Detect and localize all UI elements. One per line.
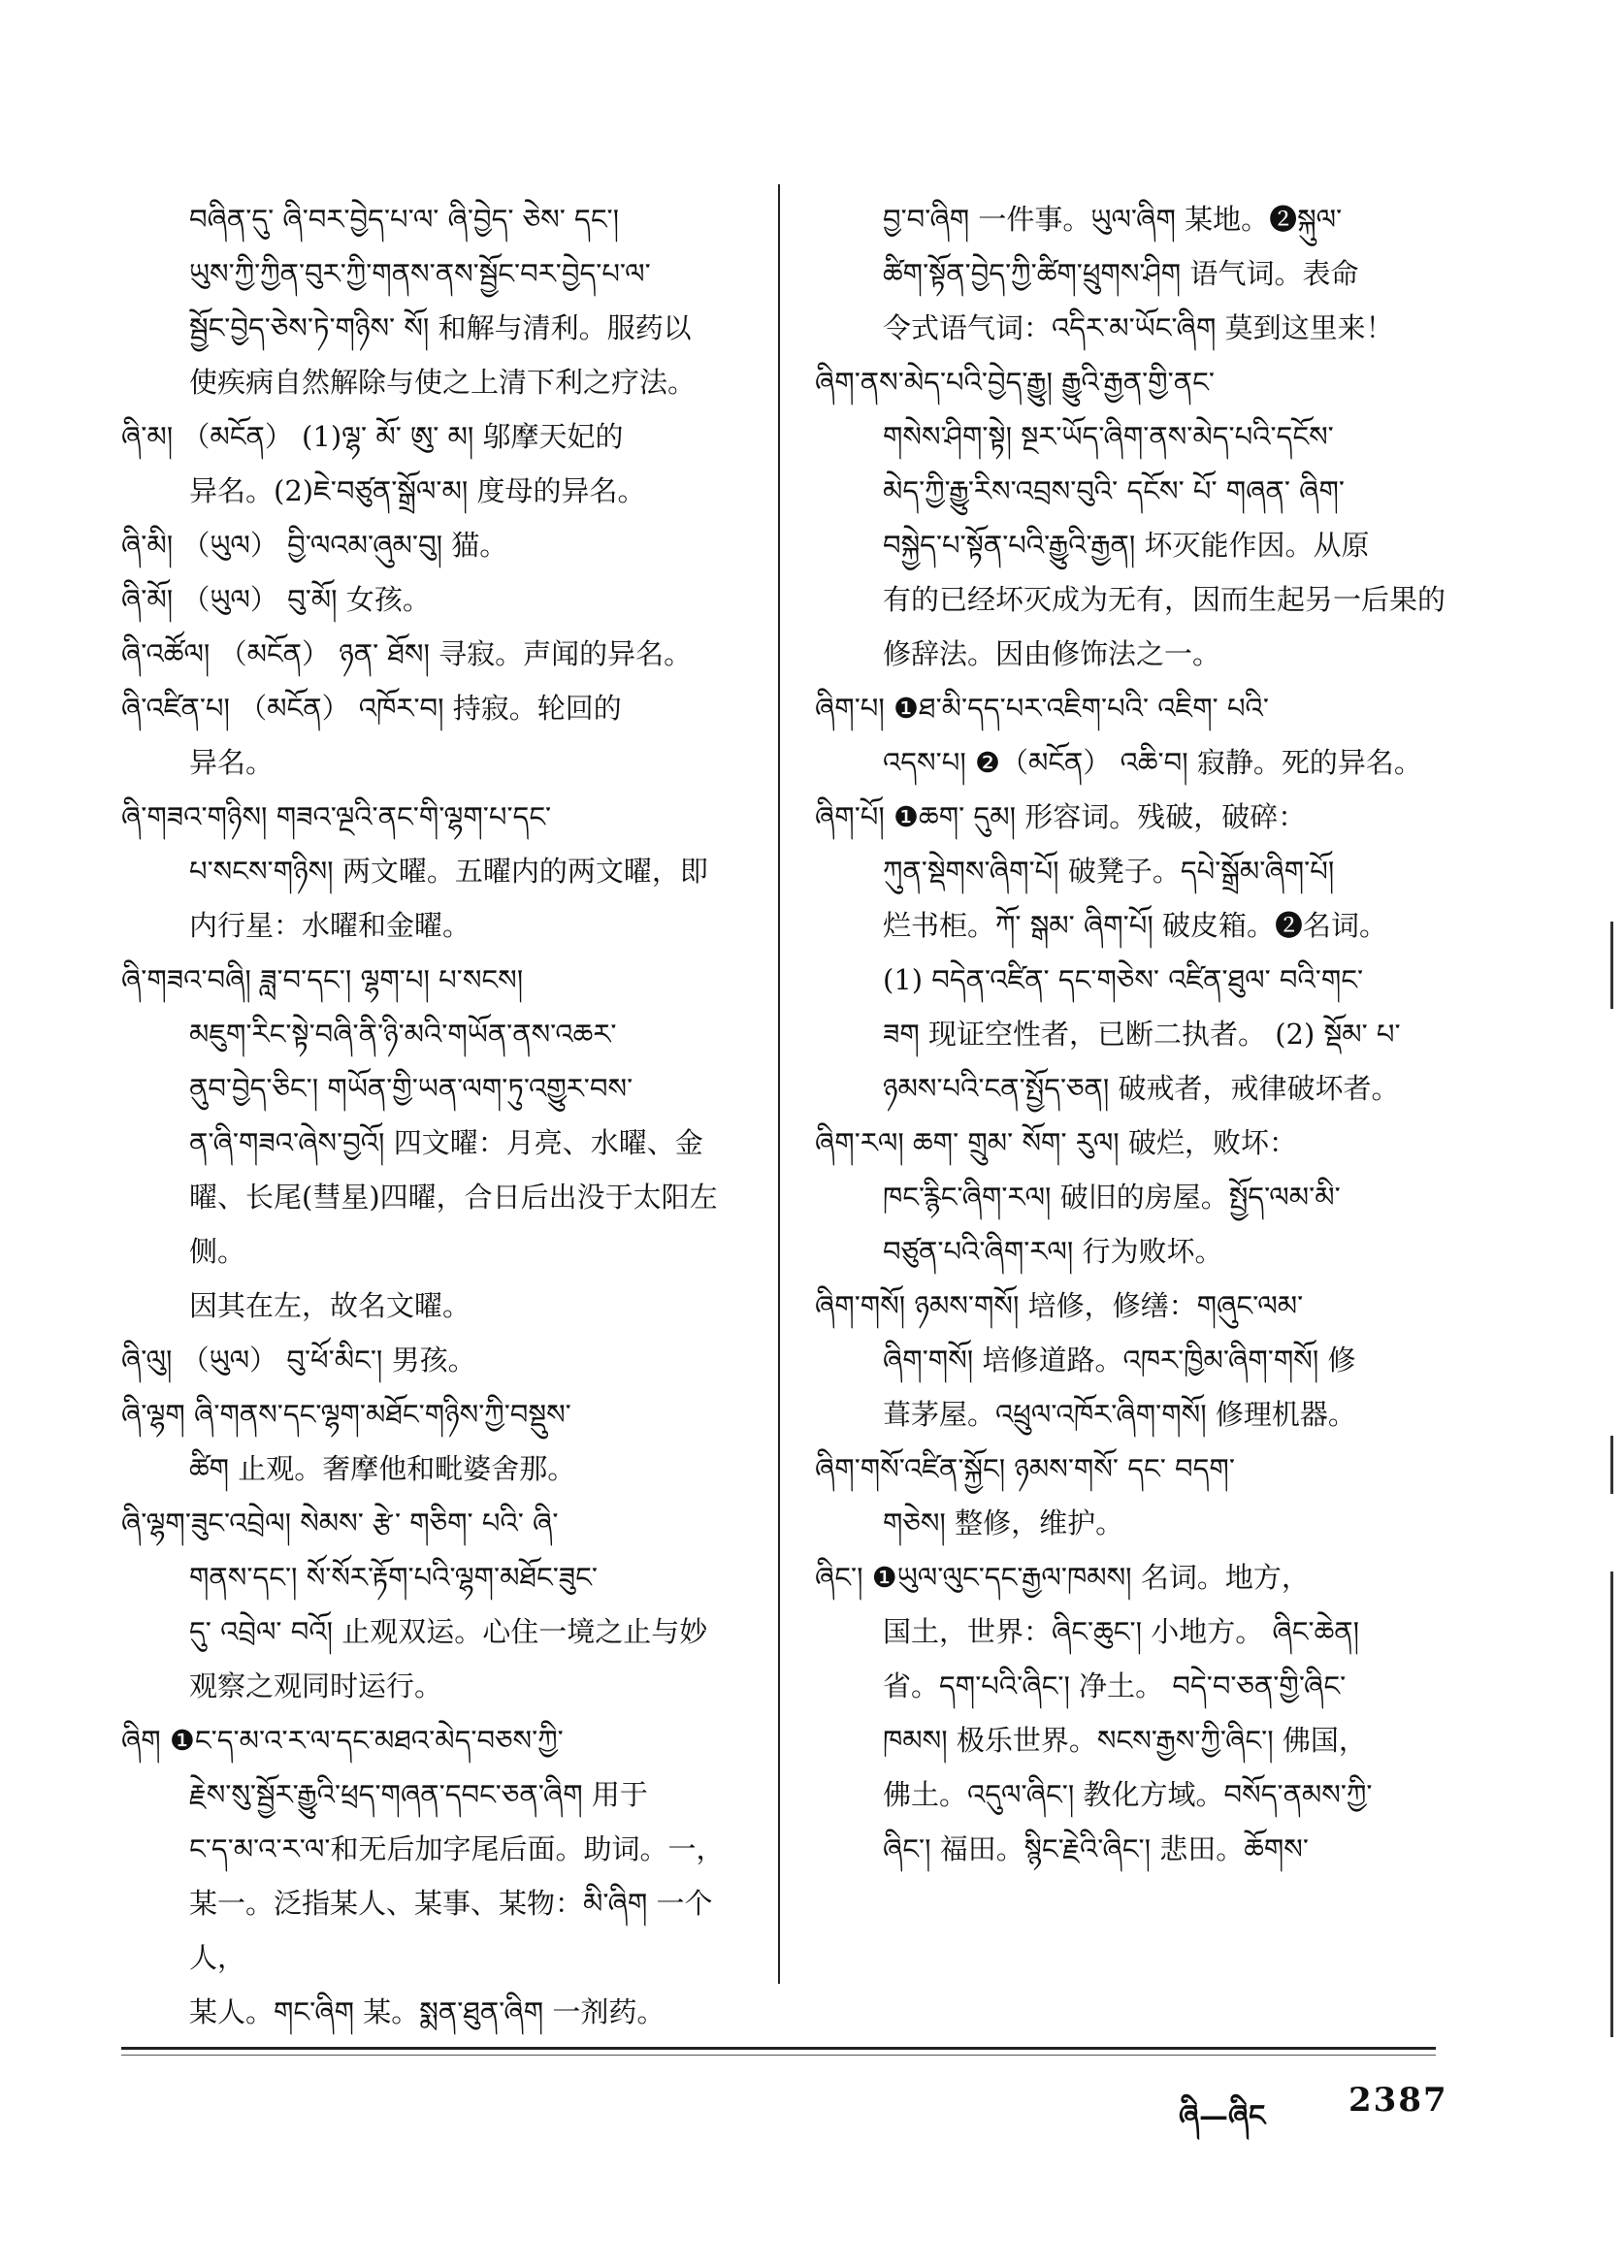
dictionary-entry <box>815 790 1455 1116</box>
dictionary-entry <box>121 1333 766 1387</box>
entry-line: 有的已经坏灭成为无有，因而生起另一后果的 <box>883 583 1446 616</box>
entry-line-first: བཞིན་དུ་ ཞི་བར་བྱེད་པ་ལ་ ཞི་བྱེད་ ཅེས་ དང་། <box>189 203 620 236</box>
dictionary-entry <box>121 518 766 572</box>
entry-line-first: ཞི་མ། （མངོན） (1)ལྷ་ མོ་ ཨུ་ མ། 邬摩天妃的 <box>121 420 624 453</box>
entry-line-first: ཞིག་པ། ❶ཐ་མི་དད་པར་འཇིག་པའི་ འཇིག་ པའི་ <box>815 692 1269 725</box>
dictionary-entry <box>121 409 766 518</box>
scan-edge-mark <box>1610 922 1613 1009</box>
entry-line: ཀུན་སྡེགས་ཞིག་པོ། 破凳子。དཔེ་སྒྲོམ་ཞིག་པོ། <box>883 855 1335 888</box>
entry-line: 修辞法。因由修饰法之一。 <box>883 637 1221 670</box>
entry-line-first: ཞི་མོ། （ཡུལ） བུ་མོ། 女孩。 <box>121 583 431 616</box>
entry-line-first: ཞི་གཟའ་བཞི། ཟླ་བ་དང་། ལྷག་པ། པ་སངས། <box>121 963 524 996</box>
entry-line: སྦྱོང་བྱེད་ཅེས་ཏེ་གཉིས་ སོ། 和解与清利。服药以 <box>189 311 692 344</box>
entry-line-first: ཞིང་། ❶ཡུལ་ལུང་དང་རྒྱལ་ཁམས། 名词。地方， <box>815 1561 1310 1594</box>
entry-line-first: ཞིག་གསོ། ཉམས་གསོ། 培修，修缮：གཞུང་ལམ་ <box>815 1289 1304 1322</box>
entry-line: ཚིག 止观。奢摩他和毗婆舍那。 <box>189 1452 576 1485</box>
entry-line: གནས་དང་། སོ་སོར་རྟོག་པའི་ལྷག་མཐོང་ཟུང་ <box>189 1561 598 1594</box>
entry-line: 某一。泛指某人、某事、某物：མི་ཞིག 一个人， <box>189 1887 713 1974</box>
entry-line: ཁམས། 极乐世界。སངས་རྒྱས་ཀྱི་ཞིང་། 佛国， <box>883 1724 1367 1757</box>
entry-line: 因其在左，故名文曜。 <box>189 1289 471 1322</box>
entry-line: མེད་ཀྱི་རྒྱུ་རིས་འབྲས་བུའི་ དངོས་ པོ་ གཞན་ ཞིག་ <box>883 474 1345 507</box>
dictionary-entry <box>121 627 766 681</box>
entry-line-first: ཞི་མི། （ཡུལ） བྱི་ལའམ་ཞུམ་བུ། 猫。 <box>121 529 508 562</box>
entry-line-first: ཞི་ལྷག་ཟུང་འབྲེལ། སེམས་ རྩེ་ གཅིག་ པའི་ ཞི་ <box>121 1507 559 1539</box>
entry-line: ཉམས་པའི་ངན་སྤྱོད་ཅན། 破戒者，戒律破坏者。 <box>883 1072 1400 1105</box>
dictionary-entry <box>121 953 766 1333</box>
entry-line: ང་ད་མ་འ་ར་ལ་和无后加字尾后面。助词。一， <box>189 1832 725 1865</box>
dictionary-entry <box>121 192 766 409</box>
entry-line: བཙུན་པའི་ཞིག་རལ། 行为败坏。 <box>883 1235 1223 1268</box>
entry-line: 国土，世界：ཞིང་ཆུང་། 小地方。 ཞིང་ཆེན། <box>883 1615 1360 1648</box>
entry-line: 烂书柜。ཀོ་ སྒམ་ ཞིག་པོ། 破皮箱。❷名词。 <box>883 909 1388 942</box>
entry-line: 异名。 <box>189 746 275 779</box>
dictionary-entry <box>121 681 766 790</box>
entry-line: 异名。(2)ཇེ་བཙུན་སྒྲོལ་མ། 度母的异名。 <box>189 474 646 507</box>
entry-line-first: ཞིག་རལ། ཆག་ གྲུམ་ སོག་ རུལ། 破烂，败坏： <box>815 1126 1297 1159</box>
entry-line: བསྐྱེད་པ་སྟོན་པའི་རྒྱུའི་རྒྱན། 坏灭能作因。从原 <box>883 529 1370 562</box>
right-column <box>815 192 1455 1876</box>
entry-line-first: ཞིག ❶ང་ད་མ་འ་ར་ལ་དང་མཐའ་མེད་བཅས་ཀྱི་ <box>121 1724 564 1757</box>
entry-line: པ་སངས་གཉིས། 两文曜。五曜内的两文曜，即 <box>189 855 708 888</box>
entry-line: ཡུས་ཀྱི་ཀྱིན་བུར་ཀྱི་གནས་ནས་སྦྱོང་བར་བྱེད་པ་ལ་ <box>189 257 651 290</box>
column-divider <box>778 184 780 1984</box>
entry-line: 葺茅屋。འཕྲུལ་འཁོར་ཞིག་གསོ། 修理机器。 <box>883 1398 1356 1431</box>
dictionary-entry <box>815 192 1455 355</box>
entry-line: ན་ཞི་གཟའ་ཞེས་བྱའོ། 四文曜：月亮、水曜、金 <box>189 1126 703 1159</box>
entry-line: ཚིག་སྟོན་བྱེད་ཀྱི་ཚིག་ཕྲུགས་ཤིག 语气词。表命 <box>883 257 1359 290</box>
entry-line: ཁང་རྙིང་ཞིག་རལ། 破旧的房屋。སྤྱོད་ལམ་མི་ <box>883 1181 1341 1214</box>
dictionary-entry <box>815 1550 1455 1876</box>
entry-line-first: ཞི་འཚོལ། （མངོན） ཉན་ ཐོས། 寻寂。声闻的异名。 <box>121 637 693 670</box>
entry-line: འདས་པ། ❷（མངོན） འཆི་བ། 寂静。死的异名。 <box>883 746 1422 779</box>
entry-line: ཞིག་གསོ། 培修道路。འཁར་ཁྱིམ་ཞིག་གསོ། 修 <box>883 1344 1356 1377</box>
footer-rule-thin <box>121 2055 1436 2056</box>
entry-line: གཅེས། 整修，维护。 <box>883 1507 1124 1539</box>
entry-line: 观察之观同时运行。 <box>189 1669 443 1702</box>
entry-line: ནུབ་བྱེད་ཅིང་། གཡོན་གྱི་ཡན་ལག་ཏུ་འགྱུར་བས་ <box>189 1072 633 1105</box>
entry-line-first: ཞིག་གསོ་འཛིན་སྐྱོང། ཉམས་གསོ་ དང་ བདག་ <box>815 1452 1235 1485</box>
entry-line: མཇུག་རིང་སྟེ་བཞི་ནི་ཉི་མའི་གཡོན་ནས་འཆར་ <box>189 1018 617 1051</box>
entry-line-first: བྱ་བ་ཞིག 一件事。ཡུལ་ཞིག 某地。❷སྐུལ་ <box>883 203 1343 236</box>
entry-line-first: ཞིག་པོ། ❶ཆག་ དུམ། 形容词。残破，破碎： <box>815 800 1307 833</box>
dictionary-entry <box>121 1387 766 1496</box>
entry-line-first: ཞི་ལྷག ཞི་གནས་དང་ལྷག་མཐོང་གཉིས་ཀྱི་བསྡུས་ <box>121 1398 571 1431</box>
entry-line-first: ཞིག་ནས་མེད་པའི་བྱེད་རྒྱུ། རྒྱུའི་རྒྱན་གྱི་ནང་ <box>815 366 1215 399</box>
guide-words: ཞི—ཞིང <box>1179 2099 1266 2133</box>
entry-line: 佛土。འདུལ་ཞིང་། 教化方域。བསོད་ནམས་ཀྱི་ <box>883 1778 1373 1811</box>
entry-line: 曜、长尾(彗星)四曜，合日后出没于太阳左侧。 <box>189 1181 718 1268</box>
dictionary-entry <box>121 572 766 627</box>
entry-line-first: ཞི་ལུ། （ཡུལ） བུ་ཕོ་མིང་། 男孩。 <box>121 1344 476 1377</box>
entry-line: 使疾病自然解除与使之上清下利之疗法。 <box>189 366 697 399</box>
entry-line: ཞིང་། 福田。སྙིང་རྗེའི་ཞིང་། 悲田。ཆོགས་ <box>883 1832 1309 1865</box>
dictionary-entry <box>815 1442 1455 1550</box>
dictionary-entry <box>815 1116 1455 1279</box>
dictionary-entry <box>815 681 1455 790</box>
entry-line: གསེས་ཤིག་སྟེ། སྔར་ཡོད་ཞིག་ནས་མེད་པའི་དངོས་ <box>883 420 1334 453</box>
entry-line: 令式语气词：འདིར་མ་ཡོང་ཞིག 莫到这里来！ <box>883 311 1394 344</box>
page-number: 2387 <box>1348 2081 1448 2120</box>
entry-line-first: ཞི་འཛིན་པ། （མངོན） འཁོར་བ། 持寂。轮回的 <box>121 692 622 725</box>
footer-rule <box>121 2047 1436 2050</box>
entry-line: རྗེས་སུ་སྦྱོར་རྒྱུའི་ཕྲད་གཞན་དབང་ཅན་ཞིག 用于 <box>189 1778 648 1811</box>
entry-line: དུ་ འབྲེལ་ བའོ། 止观双运。心住一境之止与妙 <box>189 1615 708 1648</box>
entry-line: (1) བདེན་འཛིན་ དང་གཅེས་ འཛིན་ཐུལ་ བའི་གང་ <box>883 963 1364 996</box>
left-column <box>121 192 766 2039</box>
dictionary-entry <box>121 1496 766 1713</box>
scan-edge-mark <box>1610 1571 1613 2037</box>
entry-line: 省。དག་པའི་ཞིང་། 净土。 བདེ་བ་ཅན་གྱི་ཞིང་ <box>883 1669 1347 1702</box>
entry-line: 内行星：水曜和金曜。 <box>189 909 471 942</box>
scan-edge-mark <box>1610 1436 1613 1494</box>
dictionary-entry <box>121 790 766 953</box>
dictionary-entry <box>121 1713 766 2039</box>
entry-line-first: ཞི་གཟའ་གཉིས། གཟའ་ལྔའི་ནང་གི་ལྷག་པ་དང་ <box>121 800 552 833</box>
entry-line: ཟག 现证空性者，已断二执者。 (2) སྡོམ་ པ་ <box>883 1018 1401 1051</box>
dictionary-entry <box>815 355 1455 681</box>
entry-line: 某人。གང་ཞིག 某。སྨན་ཐུན་ཞིག 一剂药。 <box>189 1995 666 2028</box>
dictionary-entry <box>815 1279 1455 1442</box>
